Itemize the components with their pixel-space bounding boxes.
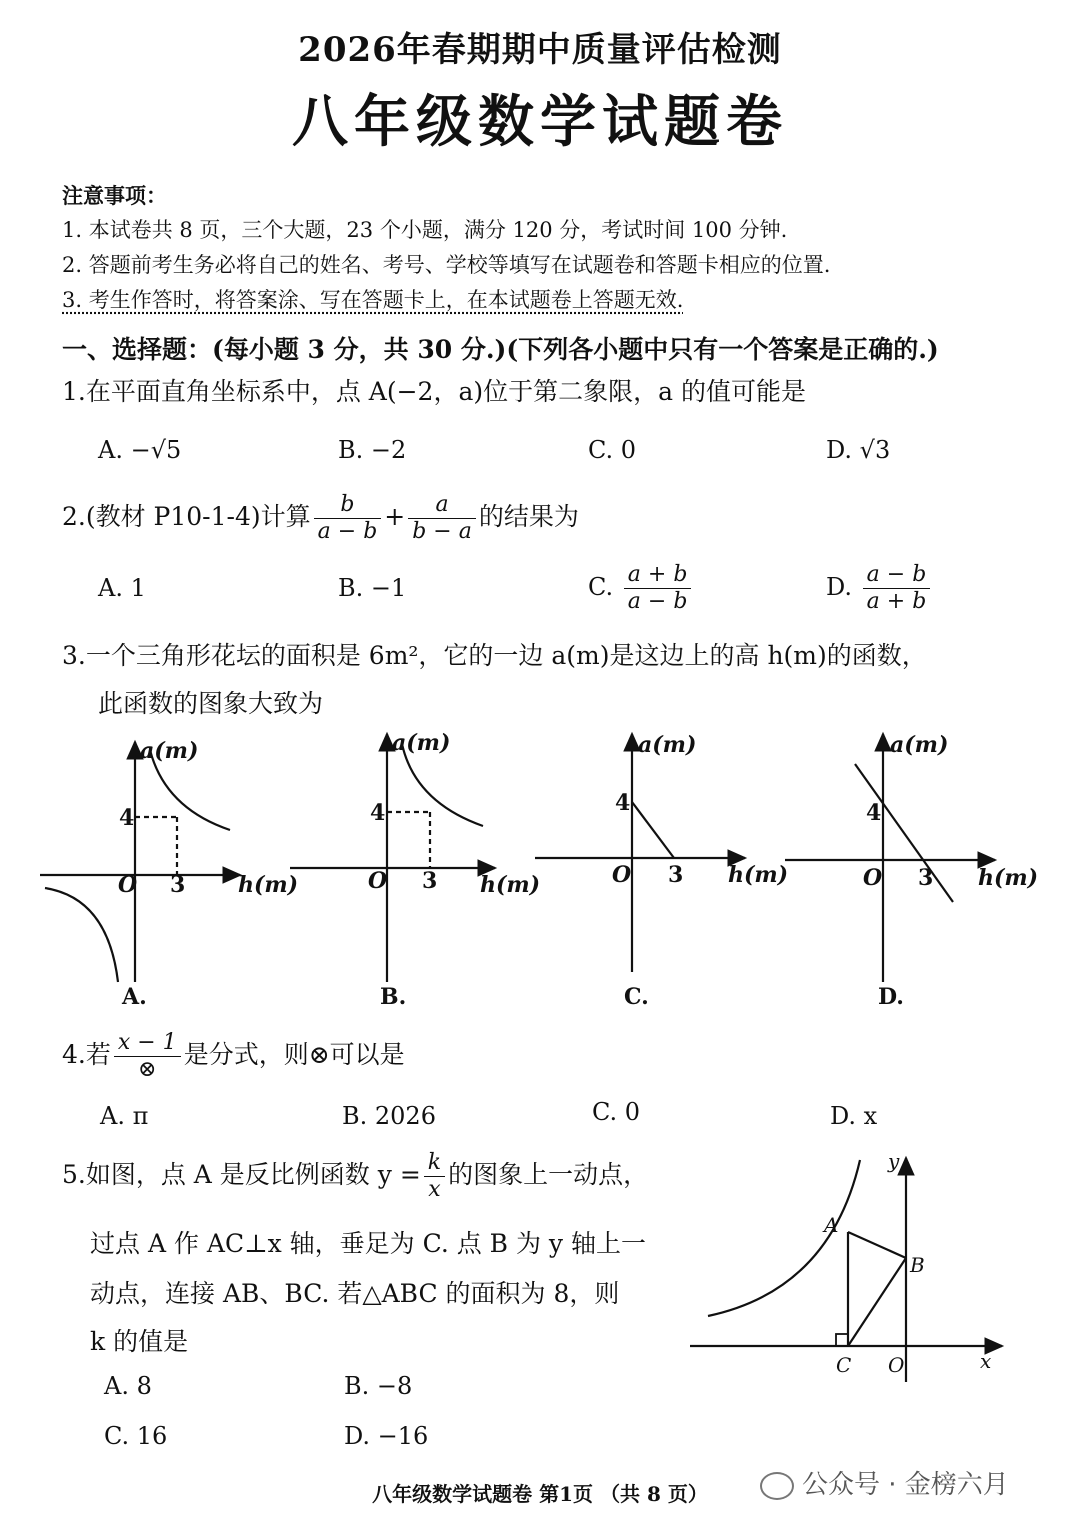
question-5-stem-line1 xyxy=(62,1150,648,1203)
graph-d xyxy=(785,734,995,982)
q5-stem-suffix: 的图象上一动点， xyxy=(448,1160,649,1189)
question-2-stem xyxy=(62,492,579,545)
q4-fraction xyxy=(114,1030,181,1083)
graph-a-tick-x: 3 xyxy=(170,872,186,898)
q5-stem-prefix: 5.如图，点 A 是反比例函数 y = xyxy=(62,1160,421,1189)
q2-option-b: B. −1 xyxy=(338,574,407,602)
page-footer: 八年级数学试题卷 第1页 （共 8 页） xyxy=(372,1482,708,1506)
q5-option-d: D. −16 xyxy=(344,1422,429,1450)
question-3-stem-line1: 3.一个三角形花坛的面积是 6m²，它的一边 a(m)是这边上的高 h(m)的函数， xyxy=(62,641,927,670)
exam-subtitle: 八年级数学试题卷 xyxy=(292,89,788,155)
graph-d-origin: O xyxy=(863,865,883,891)
graph-c-label: C. xyxy=(624,984,649,1010)
q2-frac2-num: a xyxy=(408,492,476,519)
q4-frac-den: ⊗ xyxy=(138,1057,157,1082)
question-5-stem-line4: k 的值是 xyxy=(90,1327,189,1356)
q2-option-d-label: D. xyxy=(826,573,853,601)
q5-frac-num: k xyxy=(424,1150,445,1177)
q5-fig-point-b: B xyxy=(910,1253,925,1277)
q2-optc-den: a − b xyxy=(627,589,688,614)
q5-fig-point-a: A xyxy=(824,1213,839,1237)
q2-option-a: A. 1 xyxy=(98,574,146,602)
graph-c-y-label: a(m) xyxy=(638,732,697,758)
graph-d-label: D. xyxy=(878,984,904,1010)
wechat-icon xyxy=(760,1472,794,1500)
q4-option-c: C. 0 xyxy=(592,1098,641,1126)
q2-frac1-num: b xyxy=(314,492,382,519)
q2-optd-den: a + b xyxy=(866,589,927,614)
q2-option-c-fraction xyxy=(624,562,692,615)
graph-a xyxy=(40,742,240,982)
graph-b-tick-y: 4 xyxy=(370,800,386,826)
graph-b-y-label: a(m) xyxy=(392,730,451,756)
q2-stem-suffix: 的结果为 xyxy=(478,502,579,531)
q4-option-a: A. π xyxy=(100,1102,149,1130)
q5-fig-point-c: C xyxy=(836,1353,852,1377)
q2-fraction-1 xyxy=(314,492,382,545)
q5-frac-den: x xyxy=(428,1177,441,1202)
q2-stem-prefix: 2.(教材 P10-1-4)计算 xyxy=(62,502,311,531)
question-5-stem-line3: 动点，连接 AB、BC. 若△ABC 的面积为 8，则 xyxy=(90,1279,620,1308)
graph-b-x-label: h(m) xyxy=(480,872,541,898)
graph-a-origin: O xyxy=(118,872,138,898)
q2-option-c-label: C. xyxy=(588,573,614,601)
graph-a-tick-y: 4 xyxy=(119,805,135,831)
q2-fraction-2 xyxy=(408,492,476,545)
q1-option-d: D. √3 xyxy=(826,436,891,464)
note-item: 1. 本试卷共 8 页，三个大题，23 个小题，满分 120 分，考试时间 100 分钟. xyxy=(62,218,788,242)
q1-option-a: A. −√5 xyxy=(98,436,182,464)
graph-a-label: A. xyxy=(122,984,147,1010)
notes-block xyxy=(62,178,830,318)
graph-b-label: B. xyxy=(380,984,407,1010)
graph-a-y-label: a(m) xyxy=(140,738,199,764)
q1-option-b: B. −2 xyxy=(338,436,407,464)
q5-fig-origin: O xyxy=(888,1353,905,1377)
q5-fraction xyxy=(424,1150,445,1203)
q2-plus: + xyxy=(384,502,406,531)
q4-stem-suffix: 是分式，则⊗可以是 xyxy=(183,1040,405,1069)
q4-stem-prefix: 4.若 xyxy=(62,1040,111,1069)
question-3-stem-line2: 此函数的图象大致为 xyxy=(98,689,324,718)
question-1-stem: 1.在平面直角坐标系中，点 A(−2，a)位于第二象限，a 的值可能是 xyxy=(62,377,806,406)
question-4-stem xyxy=(62,1030,405,1083)
graph-c-tick-x: 3 xyxy=(668,862,684,888)
graph-a-x-label: h(m) xyxy=(238,872,299,898)
q5-option-c: C. 16 xyxy=(104,1422,168,1450)
q5-fig-x-label: x xyxy=(980,1349,992,1373)
q5-option-b: B. −8 xyxy=(344,1372,413,1400)
section-heading: 一、选择题：(每小题 3 分，共 30 分.)(下列各小题中只有一个答案是正确的.) xyxy=(62,335,939,364)
graph-d-tick-x: 3 xyxy=(918,865,934,891)
graph-d-y-label: a(m) xyxy=(890,732,949,758)
graph-c-origin: O xyxy=(612,862,632,888)
q4-option-b: B. 2026 xyxy=(342,1102,436,1130)
q3-graphs xyxy=(0,720,1080,1020)
graph-b-tick-x: 3 xyxy=(422,868,438,894)
graph-d-x-label: h(m) xyxy=(978,865,1039,891)
graph-d-tick-y: 4 xyxy=(866,800,882,826)
q2-option-d xyxy=(826,562,933,615)
q5-fig-y-label: y xyxy=(888,1150,900,1173)
graph-b-origin: O xyxy=(368,868,388,894)
graph-c-tick-y: 4 xyxy=(615,790,631,816)
q2-frac2-den: b − a xyxy=(412,519,472,544)
question-5-stem-line2: 过点 A 作 AC⊥x 轴，垂足为 C. 点 B 为 y 轴上一 xyxy=(90,1229,646,1258)
notes-heading: 注意事项： xyxy=(62,183,167,208)
q5-option-a: A. 8 xyxy=(104,1372,152,1400)
q4-option-d: D. x xyxy=(830,1102,878,1130)
note-item: 3. 考生作答时，将答案涂、写在答题卡上，在本试题卷上答题无效. xyxy=(62,288,684,312)
q5-figure xyxy=(690,1150,1020,1395)
note-item: 2. 答题前考生务必将自己的姓名、考号、学校等填写在试题卷和答题卡相应的位置. xyxy=(62,253,831,277)
q4-frac-num: x − 1 xyxy=(114,1030,181,1057)
watermark xyxy=(760,1464,1009,1501)
q2-optd-num: a − b xyxy=(863,562,931,589)
q2-frac1-den: a − b xyxy=(317,519,378,544)
exam-title: 2026年春期期中质量评估检测 xyxy=(298,30,782,70)
q2-optc-num: a + b xyxy=(624,562,692,589)
graph-b xyxy=(290,734,495,982)
watermark-text: 公众号 · 金榜六月 xyxy=(802,1470,1009,1500)
q2-option-d-fraction xyxy=(863,562,931,615)
graph-c-x-label: h(m) xyxy=(728,862,789,888)
q1-option-c: C. 0 xyxy=(588,436,637,464)
graph-c xyxy=(535,734,745,972)
q2-option-c xyxy=(588,562,694,615)
